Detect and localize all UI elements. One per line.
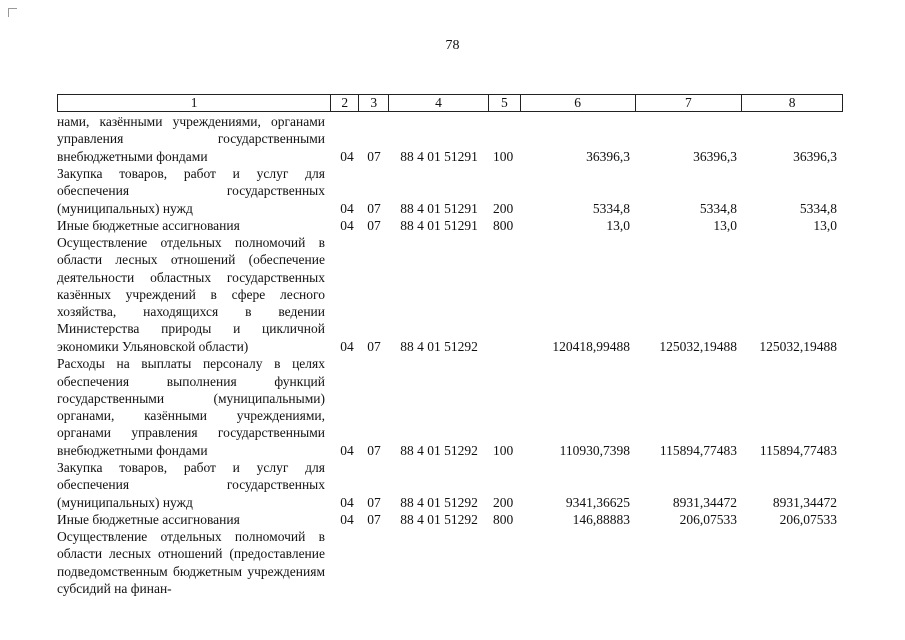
cell-amount-7: 125032,19488: [659, 338, 737, 354]
cell-target-code: 88 4 01 51292: [400, 338, 478, 354]
cell-amount-8: 8931,34472: [772, 494, 837, 510]
cell-section: 04: [340, 494, 354, 510]
cell-amount-6: 5334,8: [592, 200, 630, 216]
row-description: Осуществление отдельных полномочий в области лесных отношений (обеспечение деятельности областных государственных казённых учреждений в сфере лесного хозяйства, находящихся в ведении Министерства природы и цикличной экономики Ульяновской области): [57, 234, 325, 354]
cell-target-code: 88 4 01 51291: [400, 217, 478, 233]
cell-subsection: 07: [367, 494, 381, 510]
cell-section: 04: [340, 217, 354, 233]
page-number: 78: [445, 38, 460, 53]
cell-amount-6: 36396,3: [586, 148, 630, 164]
cell-section: 04: [340, 200, 354, 216]
cell-subsection: 07: [367, 148, 381, 164]
cell-expense-type: 200: [493, 494, 514, 510]
cell-expense-type: 100: [493, 148, 514, 164]
row-description: Закупка товаров, работ и услуг для обеспечения государственных (муниципальных) нужд: [57, 166, 325, 216]
cell-amount-8: 125032,19488: [759, 338, 837, 354]
cell-section: 04: [340, 511, 354, 527]
cell-subsection: 07: [367, 511, 381, 527]
table-row: [57, 217, 843, 234]
cell-amount-8: 5334,8: [799, 200, 837, 216]
cell-amount-7: 5334,8: [699, 200, 737, 216]
cell-expense-type: 100: [493, 442, 514, 458]
cell-subsection: 07: [367, 442, 381, 458]
row-description: Иные бюджетные ассигнования: [57, 217, 240, 233]
cell-expense-type: 800: [493, 511, 514, 527]
row-description: Иные бюджетные ассигнования: [57, 511, 240, 527]
column-header-1: 1: [58, 95, 331, 111]
cell-amount-6: 9341,36625: [565, 494, 630, 510]
cell-subsection: 07: [367, 338, 381, 354]
row-description: нами, казёнными учреждениями, органами управления государственными внебюджетными фондами: [57, 114, 325, 164]
cell-target-code: 88 4 01 51292: [400, 442, 478, 458]
cell-subsection: 07: [367, 217, 381, 233]
column-header-4: 4: [389, 95, 489, 111]
cell-amount-8: 13,0: [813, 217, 837, 233]
cell-section: 04: [340, 148, 354, 164]
table-body: [57, 114, 843, 598]
table-row: [57, 528, 843, 598]
cell-amount-7: 13,0: [713, 217, 737, 233]
cell-expense-type: 200: [493, 200, 514, 216]
column-header-5: 5: [489, 95, 521, 111]
cell-amount-6: 110930,7398: [559, 442, 630, 458]
cell-amount-7: 36396,3: [693, 148, 737, 164]
cell-section: 04: [340, 338, 354, 354]
table-row: [57, 234, 843, 355]
cell-expense-type: 800: [493, 217, 514, 233]
scan-corner-mark: [8, 8, 17, 17]
cell-amount-8: 36396,3: [793, 148, 837, 164]
cell-amount-7: 115894,77483: [659, 442, 737, 458]
column-header-7: 7: [636, 95, 743, 111]
cell-amount-7: 8931,34472: [672, 494, 737, 510]
cell-subsection: 07: [367, 200, 381, 216]
cell-target-code: 88 4 01 51291: [400, 148, 478, 164]
table-row: [57, 459, 843, 511]
cell-amount-7: 206,07533: [679, 511, 737, 527]
cell-target-code: 88 4 01 51292: [400, 494, 478, 510]
row-description: Расходы на выплаты персоналу в целях обеспечения выполнения функций государственными (муниципальными) органами, казёнными учреждениями, органами управления государственными внебюджетными фондами: [57, 356, 325, 458]
table-row: [57, 355, 843, 459]
cell-amount-6: 120418,99488: [552, 338, 630, 354]
row-description: Осуществление отдельных полномочий в области лесных отношений (предоставление подведомственным бюджетным учреждениям субсидий на финан-: [57, 529, 325, 596]
row-description: Закупка товаров, работ и услуг для обеспечения государственных (муниципальных) нужд: [57, 460, 325, 510]
cell-amount-6: 146,88883: [572, 511, 630, 527]
column-header-3: 3: [359, 95, 389, 111]
table-row: [57, 114, 843, 165]
column-header-6: 6: [521, 95, 636, 111]
cell-amount-6: 13,0: [606, 217, 630, 233]
cell-target-code: 88 4 01 51291: [400, 200, 478, 216]
cell-amount-8: 206,07533: [779, 511, 837, 527]
column-header-8: 8: [788, 95, 796, 110]
table-header: [57, 94, 843, 112]
column-header-2: 2: [331, 95, 359, 111]
table-row: [57, 511, 843, 528]
cell-target-code: 88 4 01 51292: [400, 511, 478, 527]
cell-section: 04: [340, 442, 354, 458]
cell-amount-8: 115894,77483: [759, 442, 837, 458]
table-row: [57, 165, 843, 217]
